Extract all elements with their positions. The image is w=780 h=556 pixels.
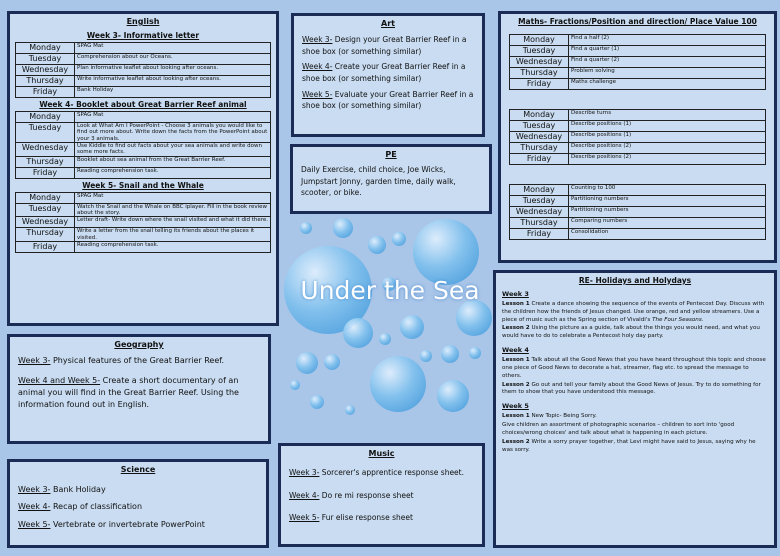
table-row <box>510 121 766 132</box>
day-cell: Tuesday <box>16 203 75 217</box>
day-cell: Tuesday <box>16 54 75 65</box>
art-item: Week 3- Design your Great Barrier Reef in a shoe box (or something similar) <box>302 35 467 56</box>
day-cell: Wednesday <box>510 132 569 143</box>
table-row <box>16 54 271 65</box>
table-row <box>510 185 766 196</box>
day-cell: Friday <box>510 79 569 90</box>
science-item: Week 5- Vertebrate or invertebrate PowerPoint <box>18 519 205 529</box>
day-cell: Thursday <box>16 156 75 167</box>
day-cell: Tuesday <box>16 123 75 143</box>
table-row <box>510 110 766 121</box>
pe-text: Daily Exercise, child choice, Joe Wicks, Jumpstart Jonny, garden time, daily walk, scooter, or bike. <box>301 165 456 198</box>
table-row <box>510 132 766 143</box>
table-row <box>16 217 271 228</box>
geography-item: Week 4 and Week 5- Create a short documentary of an animal you will find in the Great Barrier Reef. Using the information found out in English. <box>18 376 239 410</box>
table-row <box>510 207 766 218</box>
english-week5-heading: Week 5- Snail and the Whale <box>82 180 204 190</box>
english-week5-table <box>15 192 271 253</box>
maths-title: Maths- Fractions/Position and direction/ Place Value 100 <box>518 17 757 26</box>
task-cell: Describe positions (2) <box>569 154 766 165</box>
re-w4-lesson2: Lesson 2 Go out and tell your family about the Good News of Jesus. Try to do something for them to show that you have understood this message. <box>502 381 761 396</box>
re-week5-heading: Week 5 <box>502 402 529 411</box>
day-cell: Wednesday <box>16 65 75 76</box>
day-cell: Wednesday <box>510 57 569 68</box>
day-cell: Friday <box>16 241 75 252</box>
maths-panel <box>498 11 777 263</box>
table-row <box>16 112 271 123</box>
day-cell: Friday <box>510 229 569 240</box>
task-cell: Describe positions (1) <box>569 121 766 132</box>
science-item: Week 4- Recap of classification <box>18 502 143 512</box>
table-row <box>510 79 766 90</box>
table-row <box>510 68 766 79</box>
task-cell: Comparing numbers <box>569 218 766 229</box>
maths-table-1 <box>509 34 766 90</box>
table-row <box>510 57 766 68</box>
task-cell: Plan informative leaflet about looking after oceans. <box>75 65 271 76</box>
table-row <box>16 192 271 203</box>
table-row <box>16 65 271 76</box>
maths-table-3 <box>509 184 766 240</box>
day-cell: Monday <box>16 43 75 54</box>
re-week4-heading: Week 4 <box>502 346 529 355</box>
day-cell: Wednesday <box>16 217 75 228</box>
task-cell: SPAG Mat <box>75 43 271 54</box>
task-cell: Comprehension about our Oceans. <box>75 54 271 65</box>
table-row <box>16 203 271 217</box>
music-panel <box>278 443 485 547</box>
day-cell: Tuesday <box>510 121 569 132</box>
table-row <box>510 46 766 57</box>
music-item: Week 4- Do re mi response sheet <box>289 490 414 500</box>
day-cell: Monday <box>510 110 569 121</box>
task-cell: Reading comprehension task. <box>75 167 271 178</box>
table-row <box>16 228 271 242</box>
task-cell: Describe turns <box>569 110 766 121</box>
task-cell: Bank Holiday <box>75 87 271 98</box>
re-w3-lesson1: Lesson 1 Create a dance showing the sequence of the events of Pentecost Day. Discuss with the children how the friends of Jesus changed. Use orange, red and yellow streamers. Use a piece of music such as the Spring section of Vivaldi's The Four Seasons. <box>502 301 765 323</box>
center-title: Under the Sea <box>300 276 480 305</box>
table-row <box>510 229 766 240</box>
table-row <box>16 76 271 87</box>
task-cell: Letter draft- Write down where the snail visited and what it did there. <box>75 217 271 228</box>
table-row <box>16 167 271 178</box>
english-week3-heading: Week 3- Informative letter <box>86 31 200 40</box>
day-cell: Thursday <box>16 228 75 242</box>
day-cell: Monday <box>510 35 569 46</box>
english-week4-heading: Week 4- Booklet about Great Barrier Reef animal <box>39 100 247 109</box>
day-cell: Thursday <box>510 68 569 79</box>
music-title: Music <box>368 449 395 458</box>
table-row <box>16 241 271 252</box>
day-cell: Friday <box>16 167 75 178</box>
task-cell: Booklet about sea animal from the Great Barrier Reef. <box>75 156 271 167</box>
re-w5-lesson2: Lesson 2 Write a sorry prayer together, that Levi might have said to Jesus, saying why he was sorry. <box>502 438 756 453</box>
task-cell: Find a quarter (1) <box>569 46 766 57</box>
day-cell: Tuesday <box>510 46 569 57</box>
table-row <box>510 154 766 165</box>
task-cell: SPAG Mat <box>75 112 271 123</box>
day-cell: Monday <box>16 192 75 203</box>
day-cell: Wednesday <box>16 142 75 156</box>
re-w5-lesson1: Lesson 1 New Topic- Being Sorry. <box>502 413 597 420</box>
task-cell: Problem solving <box>569 68 766 79</box>
science-title: Science <box>120 465 156 474</box>
table-row <box>16 87 271 98</box>
task-cell: Describe positions (1) <box>569 132 766 143</box>
day-cell: Wednesday <box>510 207 569 218</box>
science-item: Week 3- Bank Holiday <box>18 485 106 494</box>
table-row <box>510 218 766 229</box>
geography-panel <box>7 334 271 444</box>
task-cell: Use Kiddle to find out facts about your sea animals and write down some more facts. <box>75 142 271 156</box>
task-cell: Describe positions (2) <box>569 143 766 154</box>
task-cell: SPAG Mat <box>75 192 271 203</box>
english-panel <box>7 11 279 326</box>
task-cell: Find a quarter (2) <box>569 57 766 68</box>
english-title: English <box>126 17 160 26</box>
re-w4-lesson1: Lesson 1 Talk about all the Good News that you have heard throughout this topic and choose one piece of Good News to decorate a hat, streamer, flag etc. to spread the message to others. <box>502 357 766 379</box>
day-cell: Thursday <box>16 76 75 87</box>
task-cell: Watch the Snail and the Whale on BBC iplayer. Fill in the book review about the story. <box>75 203 271 217</box>
pe-panel <box>290 144 492 214</box>
english-week4-table <box>15 111 271 179</box>
table-row <box>16 43 271 54</box>
task-cell: Consolidation <box>569 229 766 240</box>
task-cell: Partitioning numbers <box>569 196 766 207</box>
table-row <box>16 142 271 156</box>
task-cell: Look at What Am I PowerPoint - Choose 3 animals you would like to find out more about. Write down the facts from the PowerPoint about your 3 animals. <box>75 123 271 143</box>
science-panel <box>7 459 269 548</box>
task-cell: Find a half (2) <box>569 35 766 46</box>
re-w5-lesson1-detail: Give children an assortment of photographic scenarios – children to sort into 'good choices/wrong choices' and talk about what is happening in each picture. <box>502 422 735 436</box>
task-cell: Counting to 100 <box>569 185 766 196</box>
music-item: Week 3- Sorcerer's apprentice response sheet. <box>289 468 464 477</box>
re-title: RE- Holidays and Holydays <box>578 276 692 285</box>
re-panel <box>493 270 777 548</box>
table-row <box>16 123 271 143</box>
day-cell: Monday <box>16 112 75 123</box>
re-week3-heading: Week 3 <box>502 290 529 298</box>
day-cell: Friday <box>16 87 75 98</box>
table-row <box>510 35 766 46</box>
table-row <box>510 196 766 207</box>
maths-table-2 <box>509 109 766 165</box>
table-row <box>16 156 271 167</box>
re-w3-lesson2: Lesson 2 Using the picture as a guide, talk about the things you would need, and what you would have to do to celebrate a Pentecost holy day party. <box>502 325 760 340</box>
task-cell: Write a letter from the snail telling its friends about the places it visited. <box>75 228 271 242</box>
task-cell: Write informative leaflet about looking after oceans. <box>75 76 271 87</box>
table-row <box>510 143 766 154</box>
day-cell: Thursday <box>510 143 569 154</box>
english-week3-table <box>15 42 271 98</box>
day-cell: Monday <box>510 185 569 196</box>
art-item: Week 5- Evaluate your Great Barrier Reef in a shoe box (or something similar) <box>302 89 474 111</box>
geography-item: Week 3- Physical features of the Great Barrier Reef. <box>18 356 225 365</box>
pe-title: PE <box>385 150 397 159</box>
art-item: Week 4- Create your Great Barrier Reef in a shoe box (or something similar) <box>302 62 466 83</box>
task-cell: Maths challenge <box>569 79 766 90</box>
day-cell: Tuesday <box>510 196 569 207</box>
task-cell: Partitioning numbers <box>569 207 766 218</box>
music-item: Week 5- Fur elise response sheet <box>289 513 413 523</box>
day-cell: Thursday <box>510 218 569 229</box>
day-cell: Friday <box>510 154 569 165</box>
task-cell: Reading comprehension task. <box>75 241 271 252</box>
art-panel <box>291 13 485 137</box>
art-title: Art <box>381 19 395 28</box>
geography-title: Geography <box>114 340 164 349</box>
